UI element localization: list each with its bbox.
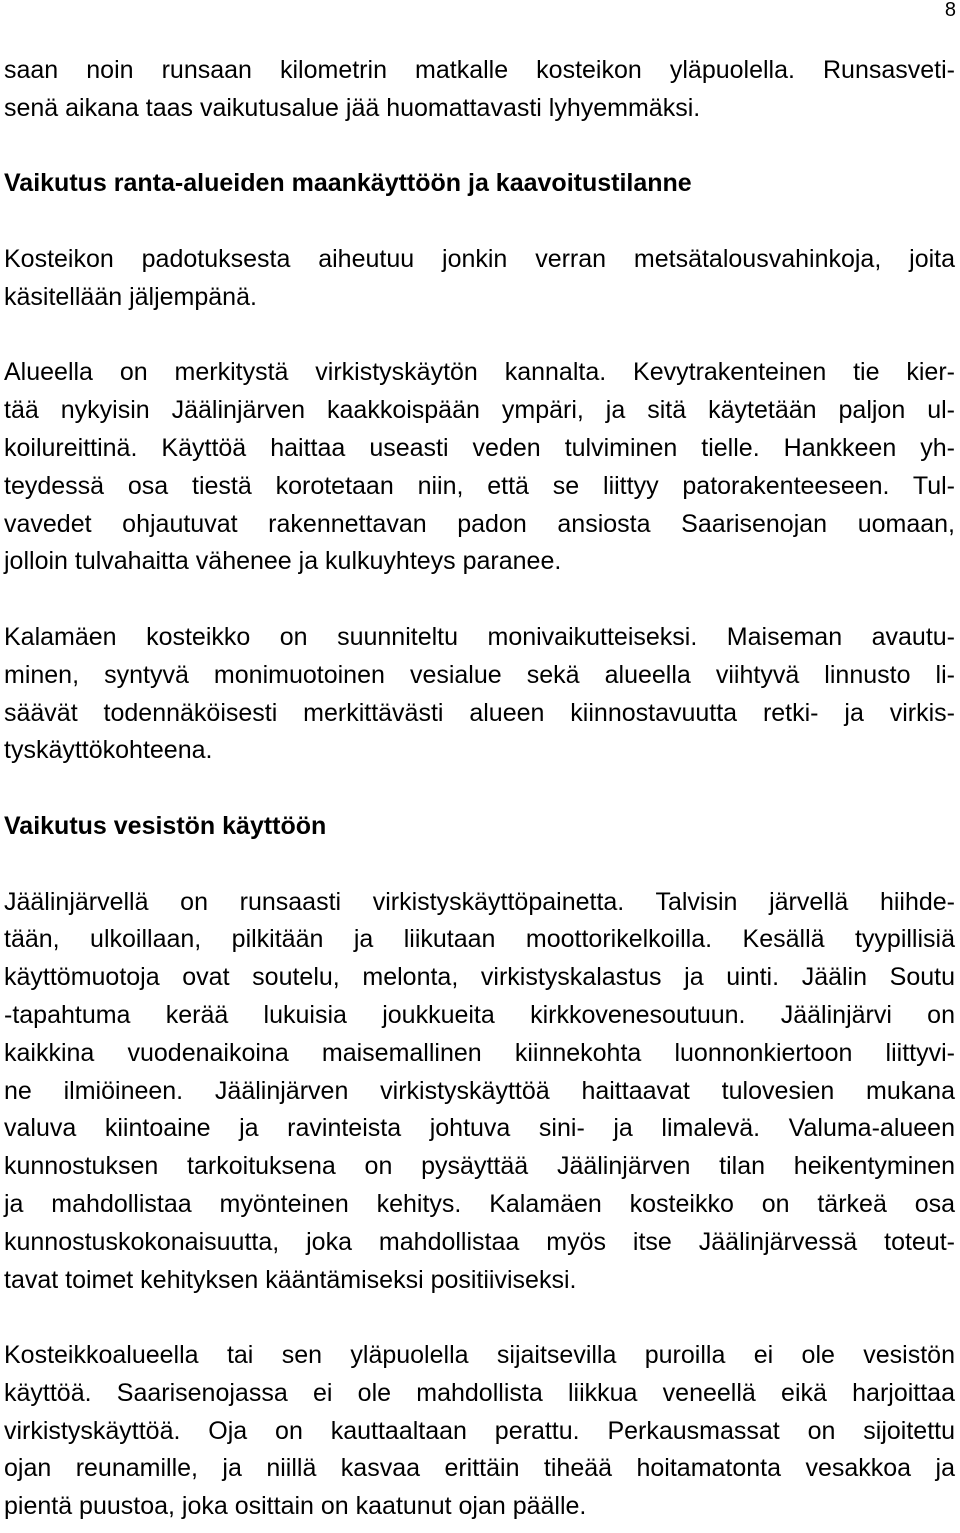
text-line: käsitellään jäljempänä. <box>4 282 257 311</box>
document-body <box>4 52 955 1526</box>
text-line: Alueella on merkitystä virkistyskäytön kannalta. Kevytrakenteinen tie kier- <box>4 358 955 387</box>
text-line: minen, syntyvä monimuotoinen vesialue sekä alueella viihtyvä linnusto li- <box>4 660 955 689</box>
text-line: virkistyskäyttöä. Oja on kauttaaltaan perattu. Perkausmassat on sijoitettu <box>4 1416 955 1445</box>
paragraph <box>4 1337 955 1526</box>
paragraph <box>4 354 955 581</box>
text-line: senä aikana taas vaikutusalue jää huomattavasti lyhyemmäksi. <box>4 93 701 122</box>
text-line: Kalamäen kosteikko on suunniteltu monivaikutteiseksi. Maiseman avautu- <box>4 622 955 651</box>
text-line: jolloin tulvahaitta vähenee ja kulkuyhteys paranee. <box>4 547 562 576</box>
paragraph <box>4 52 955 128</box>
text-line: säävät todennäköisesti merkittävästi alueen kiinnostavuutta retki- ja virkis- <box>4 698 955 727</box>
text-line: tavat toimet kehityksen kääntämiseksi positiiviseksi. <box>4 1265 577 1294</box>
text-line: Kosteikkoalueella tai sen yläpuolella sijaitsevilla puroilla ei ole vesistön <box>4 1341 955 1370</box>
text-line: saan noin runsaan kilometrin matkalle kosteikon yläpuolella. Runsasveti- <box>4 56 955 84</box>
text-line: ja mahdollistaa myönteinen kehitys. Kalamäen kosteikko on tärkeä osa <box>4 1189 955 1218</box>
text-line: tää nykyisin Jäälinjärven kaakkoispään ympäri, ja sitä käytetään paljon ul- <box>4 396 955 425</box>
text-line: teydessä osa tiestä korotetaan niin, että se liittyy patorakenteeseen. Tul- <box>4 471 955 500</box>
section-heading: Vaikutus vesistön käyttöön <box>4 811 327 840</box>
text-line: ne ilmiöineen. Jäälinjärven virkistyskäyttöä haittaavat tulovesien mukana <box>4 1076 955 1105</box>
text-line: käyttöä. Saarisenojassa ei ole mahdollista liikkua veneellä eikä harjoittaa <box>4 1378 955 1407</box>
text-line: tään, ulkoillaan, pilkitään ja liikutaan moottorikelkoilla. Kesällä tyypillisiä <box>4 925 955 954</box>
paragraph <box>4 241 955 317</box>
text-line: valuva kiintoaine ja ravinteista johtuva sini- ja limalevä. Valuma-alueen <box>4 1114 955 1143</box>
text-line: käyttömuotoja ovat soutelu, melonta, virkistyskalastus ja uinti. Jäälin Soutu <box>4 963 955 992</box>
text-line: vavedet ohjautuvat rakennettavan padon ansiosta Saarisenojan uomaan, <box>4 509 955 538</box>
text-line: koilureittinä. Käyttöä haittaa useasti veden tulviminen tielle. Hankkeen yh- <box>4 433 955 462</box>
page-number: 8 <box>944 0 956 21</box>
text-line: Kosteikon padotuksesta aiheutuu jonkin verran metsätalousvahinkoja, joita <box>4 244 955 273</box>
text-line: Jäälinjärvellä on runsaasti virkistyskäyttöpainetta. Talvisin järvellä hiihde- <box>4 887 955 916</box>
paragraph <box>4 884 955 1300</box>
text-line: kunnostuksen tarkoituksena on pysäyttää Jäälinjärven tilan heikentyminen <box>4 1152 955 1181</box>
text-line: kaikkina vuodenaikoina maisemallinen kiinnekohta luonnonkiertoon liittyvi- <box>4 1038 955 1067</box>
text-line: tyskäyttökohteena. <box>4 736 213 765</box>
paragraph <box>4 619 955 770</box>
text-line: -tapahtuma kerää lukuisia joukkueita kirkkovenesoutuun. Jäälinjärvi on <box>4 1000 955 1029</box>
section-heading: Vaikutus ranta-alueiden maankäyttöön ja kaavoitustilanne <box>4 169 692 198</box>
text-line: ojan reunamille, ja niillä kasvaa erittäin tiheää hoitamatonta vesakkoa ja <box>4 1454 955 1483</box>
text-line: kunnostuskokonaisuutta, joka mahdollistaa myös itse Jäälinjärvessä toteut- <box>4 1227 955 1256</box>
text-line: pientä puustoa, joka osittain on kaatunut ojan päälle. <box>4 1492 587 1521</box>
